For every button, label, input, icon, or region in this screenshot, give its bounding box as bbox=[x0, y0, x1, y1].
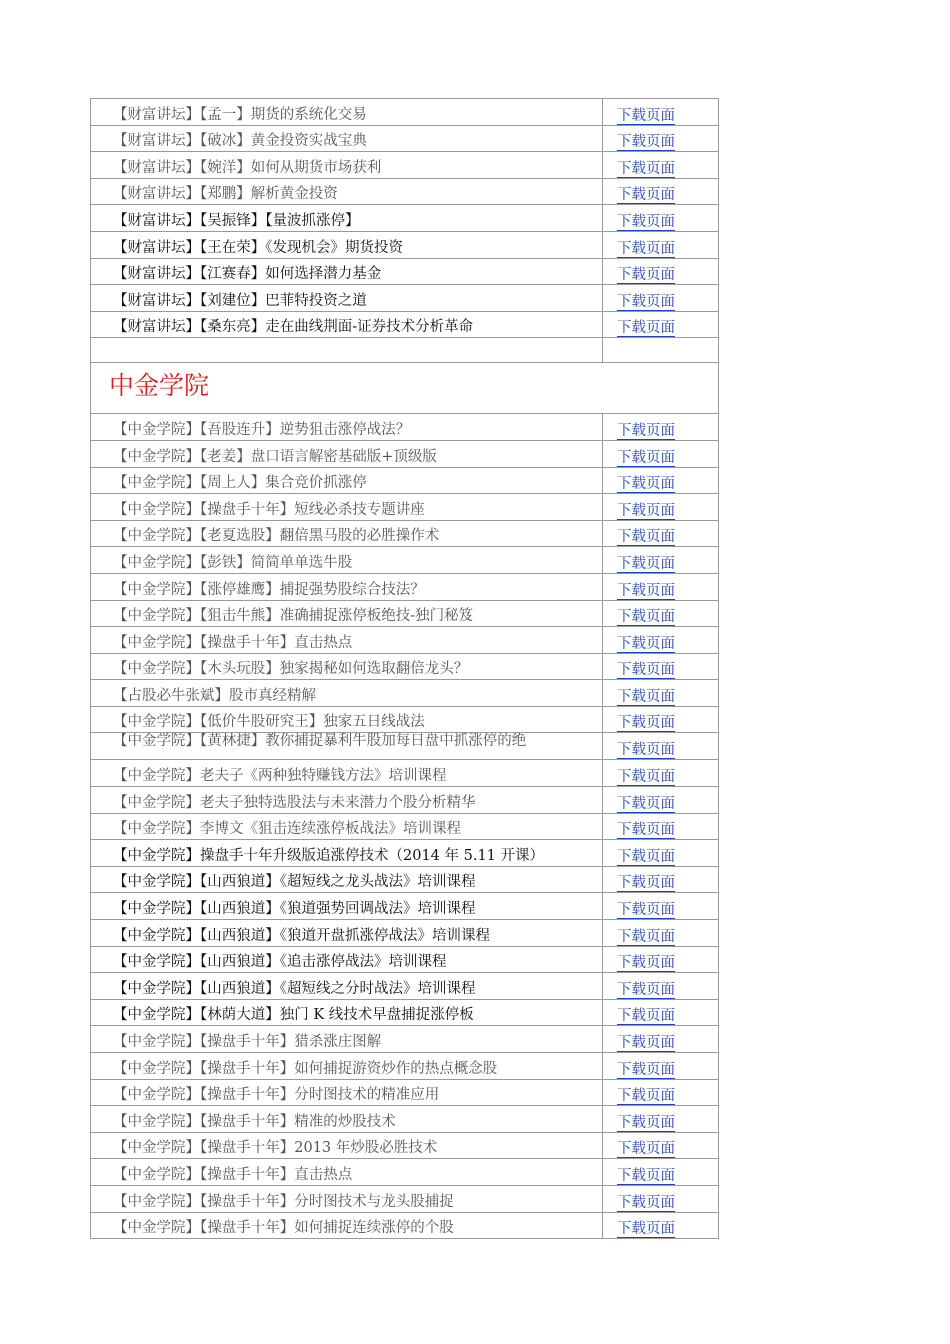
download-page-link[interactable]: 下载页面 bbox=[617, 293, 675, 310]
section-heading-cell bbox=[91, 363, 719, 414]
download-link-cell[interactable] bbox=[603, 311, 719, 338]
table-row bbox=[91, 99, 719, 126]
course-title: 【财富讲坛】【刘建位】巴菲特投资之道 bbox=[91, 285, 603, 312]
download-link-cell[interactable] bbox=[603, 973, 719, 1000]
download-page-link[interactable]: 下载页面 bbox=[617, 902, 675, 919]
download-link-cell[interactable] bbox=[603, 680, 719, 707]
table-row bbox=[91, 1159, 719, 1186]
download-link-cell[interactable] bbox=[603, 125, 719, 152]
table-row bbox=[91, 893, 719, 920]
course-title: 【中金学院】【山西狼道】《超短线之分时战法》培训课程 bbox=[91, 973, 603, 1000]
course-title: 【中金学院】【彭铁】简简单单选牛股 bbox=[91, 547, 603, 574]
download-page-link[interactable]: 下载页面 bbox=[617, 476, 675, 493]
course-title: 【中金学院】【操盘手十年】如何捕捉游资炒作的热点概念股 bbox=[91, 1053, 603, 1080]
download-page-link[interactable]: 下载页面 bbox=[617, 1061, 675, 1078]
download-page-link[interactable]: 下载页面 bbox=[617, 422, 675, 439]
download-page-link[interactable]: 下载页面 bbox=[617, 1221, 675, 1238]
table-row bbox=[91, 520, 719, 547]
course-title: 【中金学院】【操盘手十年】分时图技术的精准应用 bbox=[91, 1079, 603, 1106]
download-link-cell[interactable] bbox=[603, 813, 719, 840]
course-title: 【中金学院】操盘手十年升级版追涨停技术（2014 年 5.11 开课） bbox=[91, 840, 603, 867]
download-link-cell[interactable] bbox=[603, 1212, 719, 1239]
course-title: 【中金学院】【山西狼道】《超短线之龙头战法》培训课程 bbox=[91, 866, 603, 893]
course-title: 【中金学院】【老夏选股】翻倍黑马股的必胜操作术 bbox=[91, 520, 603, 547]
download-link-cell[interactable] bbox=[603, 999, 719, 1026]
download-link-cell[interactable] bbox=[603, 1159, 719, 1186]
course-title: 【财富讲坛】【王在荣】《发现机会》期货投资 bbox=[91, 231, 603, 258]
download-page-link[interactable]: 下载页面 bbox=[617, 822, 675, 839]
table-row bbox=[91, 999, 719, 1026]
download-link-cell[interactable] bbox=[603, 866, 719, 893]
course-title: 【财富讲坛】【桑东亮】走在曲线荆面-证券技术分析革命 bbox=[91, 311, 603, 338]
course-title: 【中金学院】【木头玩股】独家揭秘如何选取翻倍龙头？ bbox=[91, 653, 603, 680]
download-page-link[interactable]: 下载页面 bbox=[617, 769, 675, 786]
table-row bbox=[91, 440, 719, 467]
table-row bbox=[91, 1026, 719, 1053]
table-row bbox=[91, 787, 719, 814]
table-row bbox=[91, 1132, 719, 1159]
download-link-cell[interactable] bbox=[603, 893, 719, 920]
download-link-cell[interactable] bbox=[603, 600, 719, 627]
download-link-cell[interactable] bbox=[603, 733, 719, 760]
download-link-cell[interactable] bbox=[603, 414, 719, 441]
table-row bbox=[91, 600, 719, 627]
table-row bbox=[91, 920, 719, 947]
course-title: 【中金学院】【操盘手十年】短线必杀技专题讲座 bbox=[91, 494, 603, 521]
course-title: 【中金学院】【低价牛股研究王】独家五日线战法 bbox=[91, 706, 603, 733]
table-row bbox=[91, 973, 719, 1000]
download-page-link[interactable]: 下载页面 bbox=[617, 134, 675, 151]
table-row bbox=[91, 627, 719, 654]
table-row bbox=[91, 946, 719, 973]
course-title: 【中金学院】李博文《狙击连续涨停板战法》培训课程 bbox=[91, 813, 603, 840]
course-title: 【中金学院】【操盘手十年】分时图技术与龙头股捕捉 bbox=[91, 1185, 603, 1212]
download-link-cell[interactable] bbox=[603, 231, 719, 258]
download-page-link[interactable]: 下载页面 bbox=[617, 795, 675, 812]
download-table bbox=[90, 98, 719, 1239]
course-title: 【中金学院】【吾股连升】逆势狙击涨停战法？ bbox=[91, 414, 603, 441]
section-zhongjin-rows bbox=[91, 414, 719, 1239]
download-page-link[interactable]: 下载页面 bbox=[617, 662, 675, 679]
table-row bbox=[91, 573, 719, 600]
download-page-link[interactable]: 下载页面 bbox=[617, 187, 675, 204]
download-page-link[interactable]: 下载页面 bbox=[617, 240, 675, 257]
download-page-link[interactable]: 下载页面 bbox=[617, 1167, 675, 1184]
download-link-cell[interactable] bbox=[603, 840, 719, 867]
download-page-link[interactable]: 下载页面 bbox=[617, 688, 675, 705]
blank-row bbox=[91, 338, 719, 363]
download-page-link[interactable]: 下载页面 bbox=[617, 1194, 675, 1211]
course-title: 【中金学院】【操盘手十年】如何捕捉连续涨停的个股 bbox=[91, 1212, 603, 1239]
download-link-cell[interactable] bbox=[603, 285, 719, 312]
table-row bbox=[91, 680, 719, 707]
course-title: 【财富讲坛】【郑鹏】解析黄金投资 bbox=[91, 178, 603, 205]
course-title: 【中金学院】【山西狼道】《狼道强势回调战法》培训课程 bbox=[91, 893, 603, 920]
blank-cell bbox=[603, 338, 719, 363]
download-link-cell[interactable] bbox=[603, 547, 719, 574]
blank-cell bbox=[91, 338, 603, 363]
section-caifu-rows bbox=[91, 99, 719, 338]
download-link-cell[interactable] bbox=[603, 1026, 719, 1053]
download-link-cell[interactable] bbox=[603, 178, 719, 205]
download-link-cell[interactable] bbox=[603, 520, 719, 547]
table-row bbox=[91, 178, 719, 205]
download-link-cell[interactable] bbox=[603, 946, 719, 973]
download-link-cell[interactable] bbox=[603, 653, 719, 680]
course-title: 【财富讲坛】【江赛春】如何选择潜力基金 bbox=[91, 258, 603, 285]
download-page-link[interactable]: 下载页面 bbox=[617, 320, 675, 337]
download-page-link[interactable]: 下载页面 bbox=[617, 1141, 675, 1158]
section-heading-row bbox=[91, 363, 719, 414]
download-page-link[interactable]: 下载页面 bbox=[617, 529, 675, 546]
download-page-link[interactable]: 下载页面 bbox=[617, 928, 675, 945]
table-row bbox=[91, 125, 719, 152]
table-row bbox=[91, 1185, 719, 1212]
download-link-cell[interactable] bbox=[603, 494, 719, 521]
download-link-cell[interactable] bbox=[603, 706, 719, 733]
download-link-cell[interactable] bbox=[603, 1132, 719, 1159]
table-row bbox=[91, 1106, 719, 1133]
download-link-cell[interactable] bbox=[603, 760, 719, 787]
table-row bbox=[91, 467, 719, 494]
download-page-link[interactable]: 下载页面 bbox=[617, 1088, 675, 1105]
download-page-link[interactable]: 下载页面 bbox=[617, 742, 675, 759]
download-page-link[interactable]: 下载页面 bbox=[617, 213, 675, 230]
download-link-cell[interactable] bbox=[603, 1185, 719, 1212]
course-title: 【中金学院】【操盘手十年】猎杀涨庄图解 bbox=[91, 1026, 603, 1053]
table-row bbox=[91, 706, 719, 733]
download-link-cell[interactable] bbox=[603, 787, 719, 814]
download-page-link[interactable]: 下载页面 bbox=[617, 609, 675, 626]
download-link-cell[interactable] bbox=[603, 99, 719, 126]
course-title: 【占股必牛张斌】股市真经精解 bbox=[91, 680, 603, 707]
course-title: 【中金学院】【山西狼道】《追击涨停战法》培训课程 bbox=[91, 946, 603, 973]
download-page-link[interactable]: 下载页面 bbox=[617, 1035, 675, 1051]
download-page-link[interactable]: 下载页面 bbox=[617, 107, 675, 124]
course-title: 【中金学院】【涨停雄鹰】捕捉强势股综合技法？ bbox=[91, 573, 603, 600]
table-row bbox=[91, 733, 719, 760]
course-title: 【中金学院】【黄林捷】教你捕捉暴利牛股加每日盘中抓涨停的绝 bbox=[91, 733, 603, 760]
table-row bbox=[91, 311, 719, 338]
download-link-cell[interactable] bbox=[603, 258, 719, 285]
download-page-link[interactable]: 下载页面 bbox=[617, 635, 675, 652]
course-title: 【中金学院】【林荫大道】独门 K 线技术早盘捕捉涨停板 bbox=[91, 999, 603, 1026]
course-title: 【中金学院】【老姜】盘口语言解密基础版+顶级版 bbox=[91, 440, 603, 467]
download-page-link[interactable]: 下载页面 bbox=[617, 267, 675, 284]
table-row bbox=[91, 840, 719, 867]
download-link-cell[interactable] bbox=[603, 1053, 719, 1080]
table-row bbox=[91, 494, 719, 521]
table-row bbox=[91, 231, 719, 258]
course-title: 【中金学院】【操盘手十年】直击热点 bbox=[91, 627, 603, 654]
download-page-link[interactable]: 下载页面 bbox=[617, 449, 675, 466]
download-page-link[interactable]: 下载页面 bbox=[617, 875, 675, 892]
download-page-link[interactable]: 下载页面 bbox=[617, 555, 675, 572]
document-table-container bbox=[90, 98, 718, 1239]
download-page-link[interactable]: 下载页面 bbox=[617, 160, 675, 177]
download-page-link[interactable]: 下载页面 bbox=[617, 1114, 675, 1131]
download-link-cell[interactable] bbox=[603, 205, 719, 232]
table-row bbox=[91, 152, 719, 179]
table-row bbox=[91, 1079, 719, 1106]
table-row bbox=[91, 653, 719, 680]
table-row bbox=[91, 414, 719, 441]
download-link-cell[interactable] bbox=[603, 440, 719, 467]
table-row bbox=[91, 285, 719, 312]
course-title: 【中金学院】【操盘手十年】2013 年炒股必胜技术 bbox=[91, 1132, 603, 1159]
course-title: 【中金学院】【操盘手十年】精准的炒股技术 bbox=[91, 1106, 603, 1133]
table-row bbox=[91, 205, 719, 232]
download-link-cell[interactable] bbox=[603, 152, 719, 179]
download-link-cell[interactable] bbox=[603, 1106, 719, 1133]
course-title: 【财富讲坛】【孟一】期货的系统化交易 bbox=[91, 99, 603, 126]
course-title: 【中金学院】老夫子《两种独特赚钱方法》培训课程 bbox=[91, 760, 603, 787]
download-page-link[interactable]: 下载页面 bbox=[617, 848, 675, 865]
download-page-link[interactable]: 下载页面 bbox=[617, 955, 675, 972]
download-page-link[interactable]: 下载页面 bbox=[617, 1008, 675, 1025]
course-title: 【财富讲坛】【破冰】黄金投资实战宝典 bbox=[91, 125, 603, 152]
table-row bbox=[91, 760, 719, 787]
table-row bbox=[91, 1053, 719, 1080]
table-row bbox=[91, 547, 719, 574]
table-row bbox=[91, 866, 719, 893]
download-page-link[interactable]: 下载页面 bbox=[617, 502, 675, 519]
course-title: 【中金学院】老夫子独特选股法与未来潜力个股分析精华 bbox=[91, 787, 603, 814]
download-link-cell[interactable] bbox=[603, 627, 719, 654]
download-page-link[interactable]: 下载页面 bbox=[617, 981, 675, 998]
download-link-cell[interactable] bbox=[603, 573, 719, 600]
download-page-link[interactable]: 下载页面 bbox=[617, 582, 675, 599]
course-title: 【中金学院】【狙击牛熊】准确捕捉涨停板绝技-独门秘笈 bbox=[91, 600, 603, 627]
spacer-section bbox=[91, 338, 719, 414]
table-row bbox=[91, 258, 719, 285]
download-page-link[interactable]: 下载页面 bbox=[617, 715, 675, 732]
download-link-cell[interactable] bbox=[603, 467, 719, 494]
download-link-cell[interactable] bbox=[603, 920, 719, 947]
table-row bbox=[91, 1212, 719, 1239]
download-link-cell[interactable] bbox=[603, 1079, 719, 1106]
course-title: 【财富讲坛】【婉洋】如何从期货市场获利 bbox=[91, 152, 603, 179]
section-heading: 中金学院 bbox=[109, 371, 210, 401]
course-title: 【中金学院】【周上人】集合竞价抓涨停 bbox=[91, 467, 603, 494]
table-row bbox=[91, 813, 719, 840]
course-title: 【中金学院】【山西狼道】《狼道开盘抓涨停战法》培训课程 bbox=[91, 920, 603, 947]
course-title: 【财富讲坛】【吴振锋】【量波抓涨停】 bbox=[91, 205, 603, 232]
course-title: 【中金学院】【操盘手十年】直击热点 bbox=[91, 1159, 603, 1186]
